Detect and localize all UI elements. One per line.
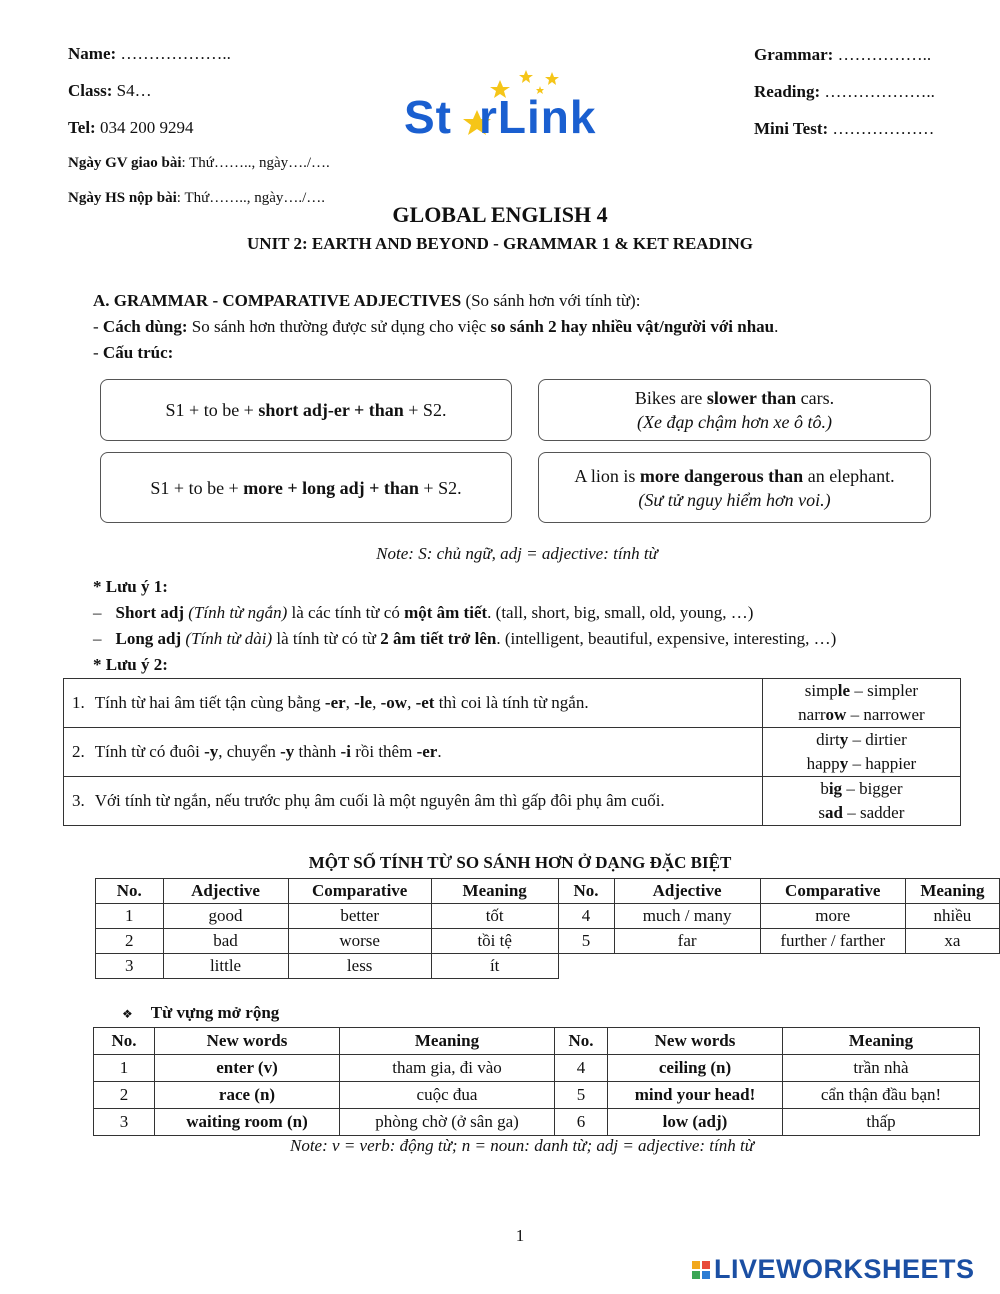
liveworksheets-wordmark: LIVEWORKSHEETS xyxy=(714,1254,975,1284)
structure-line: - Cấu trúc: xyxy=(93,343,174,362)
class-value: S4… xyxy=(116,81,152,100)
structure-label: Cấu trúc: xyxy=(102,343,174,362)
column-header: Adjective xyxy=(163,879,288,904)
example-short-box xyxy=(538,379,931,441)
table-cell: 1 xyxy=(94,1055,155,1082)
table-cell: thấp xyxy=(783,1109,980,1136)
rule-b4: -et xyxy=(415,693,435,712)
table-cell: 5 xyxy=(555,1082,608,1109)
rule-text xyxy=(64,777,763,826)
table-row xyxy=(94,1055,980,1082)
student-date-label: Ngày HS nộp bài xyxy=(68,190,177,206)
rules-table xyxy=(63,678,961,826)
rule-row xyxy=(64,777,961,826)
rule-s1: , chuyển xyxy=(218,742,281,761)
example-pre: b xyxy=(820,779,829,798)
rule-text-a: Với tính từ ngắn, nếu trước phụ âm cuối là một nguyên âm thì gấp đôi phụ âm cuối. xyxy=(94,791,665,810)
example-post: – sadder xyxy=(843,803,905,822)
example-post: – bigger xyxy=(842,779,903,798)
rule-example xyxy=(767,728,956,752)
table-row xyxy=(94,1109,980,1136)
example1-pre: Bikes are xyxy=(634,388,707,408)
example-post: – narrower xyxy=(846,705,925,724)
tel-label: Tel: xyxy=(68,118,96,137)
example-pre: happ xyxy=(806,754,840,773)
table-cell: further / farther xyxy=(760,929,905,954)
column-header: No. xyxy=(558,879,614,904)
table-cell: good xyxy=(163,904,288,929)
table-header-row xyxy=(94,1028,980,1055)
table-cell: mind your head! xyxy=(608,1082,783,1109)
column-header: New words xyxy=(608,1028,783,1055)
table-cell: little xyxy=(163,954,288,979)
vocab-heading xyxy=(122,1003,279,1023)
table-cell: xa xyxy=(905,929,999,954)
luu-y-1-heading: * Lưu ý 1: xyxy=(93,577,168,596)
formula2-post: + S2. xyxy=(418,477,462,498)
column-header: Meaning xyxy=(340,1028,555,1055)
page-number: 1 xyxy=(515,1226,525,1245)
name-label: Name: xyxy=(68,44,117,63)
reading-label: Reading: xyxy=(754,82,821,101)
column-header: Comparative xyxy=(288,879,431,904)
table-cell: tốt xyxy=(431,904,558,929)
rule-row xyxy=(64,728,961,777)
rule-text-a: Tính từ có đuôi xyxy=(94,742,205,761)
minitest-label: Mini Test: xyxy=(754,119,829,138)
special-adjectives-table xyxy=(95,878,1000,979)
minitest-score-field xyxy=(754,119,934,139)
section-a-heading xyxy=(93,291,640,311)
example-pre: s xyxy=(818,803,826,822)
table-cell: better xyxy=(288,904,431,929)
column-header: Comparative xyxy=(760,879,905,904)
usage-text: So sánh hơn thường được sử dụng cho việc xyxy=(187,317,491,336)
rule-text xyxy=(64,728,763,777)
short-adj-examples: . (tall, short, big, small, old, young, …) xyxy=(487,603,754,622)
example-long-box xyxy=(538,452,931,523)
table-cell: tham gia, đi vào xyxy=(340,1055,555,1082)
example2-post: an elephant. xyxy=(803,465,895,486)
formula1-bold: short adj-er + than xyxy=(258,400,404,420)
grammar-score-field xyxy=(754,45,931,65)
column-header: No. xyxy=(555,1028,608,1055)
table-header-row xyxy=(96,879,1000,904)
table-cell: more xyxy=(760,904,905,929)
teacher-date-label: Ngày GV giao bài xyxy=(68,155,182,171)
starlink-logo xyxy=(400,66,640,146)
name-field xyxy=(68,44,231,64)
page-subtitle: UNIT 2: EARTH AND BEYOND - GRAMMAR 1 & KET READING xyxy=(247,234,753,253)
example-post: – happier xyxy=(848,754,917,773)
tel-value: 034 200 9294 xyxy=(99,118,194,137)
example-bold: y xyxy=(839,730,849,749)
formula-short-box xyxy=(100,379,512,441)
example1-bold: slower than xyxy=(706,388,797,408)
vocabulary-table xyxy=(93,1027,980,1136)
short-adj-line: – Short adj (Tính từ ngắn) là các tính từ có một âm tiết. (tall, short, big, small, old, young, …) xyxy=(93,603,754,622)
rule-b1: -y xyxy=(204,742,219,761)
example-bold: ow xyxy=(825,705,847,724)
short-adj-label: Short adj xyxy=(115,603,184,622)
table-cell: 1 xyxy=(96,904,164,929)
example-pre: simp xyxy=(804,681,838,700)
column-header: No. xyxy=(96,879,164,904)
table-cell: bad xyxy=(163,929,288,954)
rule-example xyxy=(767,679,956,703)
example-post: – dirtier xyxy=(848,730,907,749)
rule-text-a: Tính từ hai âm tiết tận cùng bằng xyxy=(94,693,325,712)
table-row xyxy=(96,904,1000,929)
usage-bold: so sánh 2 hay nhiều vật/người với nhau xyxy=(490,317,775,336)
table-cell: enter (v) xyxy=(155,1055,340,1082)
teacher-date-value: : Thứ…….., ngày…./…. xyxy=(181,155,330,171)
grammar-value: …………….. xyxy=(837,45,932,64)
student-date-value: : Thứ…….., ngày…./…. xyxy=(176,190,326,206)
page-title: GLOBAL ENGLISH 4 xyxy=(392,202,608,227)
rule-num: 3. xyxy=(72,791,85,810)
reading-value: ……………….. xyxy=(824,82,935,101)
rule-text-b: . xyxy=(437,742,442,761)
formula2-bold: more + long adj + than xyxy=(243,477,419,498)
example-bold: ad xyxy=(825,803,844,822)
example-bold: le xyxy=(837,681,851,700)
rule-example xyxy=(767,801,956,825)
table-cell: 5 xyxy=(558,929,614,954)
table-cell: ít xyxy=(431,954,558,979)
rule-s3: , xyxy=(407,693,416,712)
column-header: Adjective xyxy=(614,879,760,904)
section-a-title: A. GRAMMAR - COMPARATIVE ADJECTIVES xyxy=(93,291,462,310)
formula-long-box xyxy=(100,452,512,523)
table-cell: 2 xyxy=(94,1082,155,1109)
rule-b3: -i xyxy=(340,742,351,761)
empty-cell xyxy=(558,954,999,979)
table-cell: cuộc đua xyxy=(340,1082,555,1109)
rule-b4: -er xyxy=(416,742,438,761)
table-cell: far xyxy=(614,929,760,954)
column-header: No. xyxy=(94,1028,155,1055)
table-cell: trần nhà xyxy=(783,1055,980,1082)
vocab-note: Note: v = verb: động từ; n = noun: danh từ; adj = adjective: tính từ xyxy=(290,1136,754,1155)
rule-b2: -y xyxy=(280,742,295,761)
rule-examples xyxy=(762,679,960,728)
table-cell: race (n) xyxy=(155,1082,340,1109)
table-cell: 3 xyxy=(94,1109,155,1136)
example-post: – simpler xyxy=(850,681,919,700)
long-adj-label: Long adj xyxy=(115,629,182,648)
column-header: Meaning xyxy=(431,879,558,904)
table-cell: ceiling (n) xyxy=(608,1055,783,1082)
minitest-value: ……………… xyxy=(832,119,935,138)
special-table-heading: MỘT SỐ TÍNH TỪ SO SÁNH HƠN Ở DẠNG ĐẶC BIỆT xyxy=(308,853,732,872)
column-header: Meaning xyxy=(905,879,999,904)
table-cell: 6 xyxy=(555,1109,608,1136)
rule-num: 2. xyxy=(72,742,85,761)
rule-s1: , xyxy=(345,693,355,712)
liveworksheets-icon xyxy=(692,1261,710,1279)
example2-pre: A lion is xyxy=(574,465,640,486)
rule-text-b: thì coi là tính từ ngắn. xyxy=(434,693,589,712)
formula-note: Note: S: chủ ngữ, adj = adjective: tính từ xyxy=(376,544,658,563)
short-adj-vi: (Tính từ ngắn) xyxy=(183,603,288,622)
rule-example xyxy=(767,777,956,801)
usage-end: . xyxy=(774,317,779,336)
rule-b1: -er xyxy=(324,693,346,712)
table-cell: less xyxy=(288,954,431,979)
example2-translation: (Sư tử nguy hiểm hơn voi.) xyxy=(638,489,831,510)
tel-field xyxy=(68,118,193,138)
section-a-note: (So sánh hơn với tính từ): xyxy=(461,291,641,310)
example1-translation: (Xe đạp chậm hơn xe ô tô.) xyxy=(636,412,833,432)
rule-num: 1. xyxy=(72,693,85,712)
table-cell: 2 xyxy=(96,929,164,954)
table-cell: waiting room (n) xyxy=(155,1109,340,1136)
example-pre: narr xyxy=(798,705,826,724)
star-icon xyxy=(519,70,533,83)
example-bold: y xyxy=(839,754,849,773)
usage-line: - Cách dùng: So sánh hơn thường được sử dụng cho việc so sánh 2 hay nhiều vật/người với nhau. xyxy=(93,317,779,336)
rule-b3: -ow xyxy=(380,693,408,712)
reading-score-field xyxy=(754,82,935,102)
rule-row xyxy=(64,679,961,728)
table-row xyxy=(94,1082,980,1109)
long-adj-text: là tính từ có từ xyxy=(272,629,381,648)
diamond-bullet-icon: ❖ xyxy=(122,1007,133,1021)
long-adj-vi: (Tính từ dài) xyxy=(181,629,273,648)
example1-post: cars. xyxy=(796,388,835,408)
table-cell: nhiều xyxy=(905,904,999,929)
table-row xyxy=(96,954,1000,979)
table-cell: low (adj) xyxy=(608,1109,783,1136)
vocab-heading-text: Từ vựng mở rộng xyxy=(150,1003,280,1022)
table-cell: phòng chờ (ở sân ga) xyxy=(340,1109,555,1136)
teacher-date-field xyxy=(68,155,330,172)
name-value: ……………….. xyxy=(120,44,231,63)
rule-b2: -le xyxy=(354,693,373,712)
column-header: Meaning xyxy=(783,1028,980,1055)
short-adj-bold: một âm tiết xyxy=(404,603,488,622)
rule-s2: , xyxy=(372,693,381,712)
table-cell: much / many xyxy=(614,904,760,929)
formula2-pre: S1 + to be + xyxy=(150,477,244,498)
class-label: Class: xyxy=(68,81,113,100)
liveworksheets-logo xyxy=(692,1254,975,1285)
rule-s2: thành xyxy=(294,742,341,761)
rule-examples xyxy=(762,777,960,826)
example-pre: dirt xyxy=(816,730,840,749)
table-cell: tồi tệ xyxy=(431,929,558,954)
rule-example xyxy=(767,703,956,727)
logo-wordmark: St rLink xyxy=(404,91,597,143)
short-adj-text: là các tính từ có xyxy=(287,603,405,622)
rule-s3: rồi thêm xyxy=(350,742,417,761)
formula1-pre: S1 + to be + xyxy=(165,400,259,420)
rule-example xyxy=(767,752,956,776)
star-icon xyxy=(545,72,559,85)
long-adj-examples: . (intelligent, beautiful, expensive, interesting, …) xyxy=(496,629,837,648)
example2-bold: more dangerous than xyxy=(639,465,804,486)
table-row xyxy=(96,929,1000,954)
table-cell: 3 xyxy=(96,954,164,979)
formula1-post: + S2. xyxy=(403,400,447,420)
table-cell: 4 xyxy=(555,1055,608,1082)
grammar-label: Grammar: xyxy=(754,45,834,64)
usage-label: Cách dùng: xyxy=(102,317,188,336)
rule-text xyxy=(64,679,763,728)
long-adj-bold: 2 âm tiết trở lên xyxy=(380,629,497,648)
table-cell: worse xyxy=(288,929,431,954)
table-cell: 4 xyxy=(558,904,614,929)
rule-examples xyxy=(762,728,960,777)
long-adj-line: – Long adj (Tính từ dài) là tính từ có từ 2 âm tiết trở lên. (intelligent, beautiful, expensive, interesting, …) xyxy=(93,629,837,648)
luu-y-2-heading: * Lưu ý 2: xyxy=(93,655,168,674)
class-field xyxy=(68,81,152,101)
example-bold: ig xyxy=(828,779,843,798)
column-header: New words xyxy=(155,1028,340,1055)
table-cell: cẩn thận đầu bạn! xyxy=(783,1082,980,1109)
